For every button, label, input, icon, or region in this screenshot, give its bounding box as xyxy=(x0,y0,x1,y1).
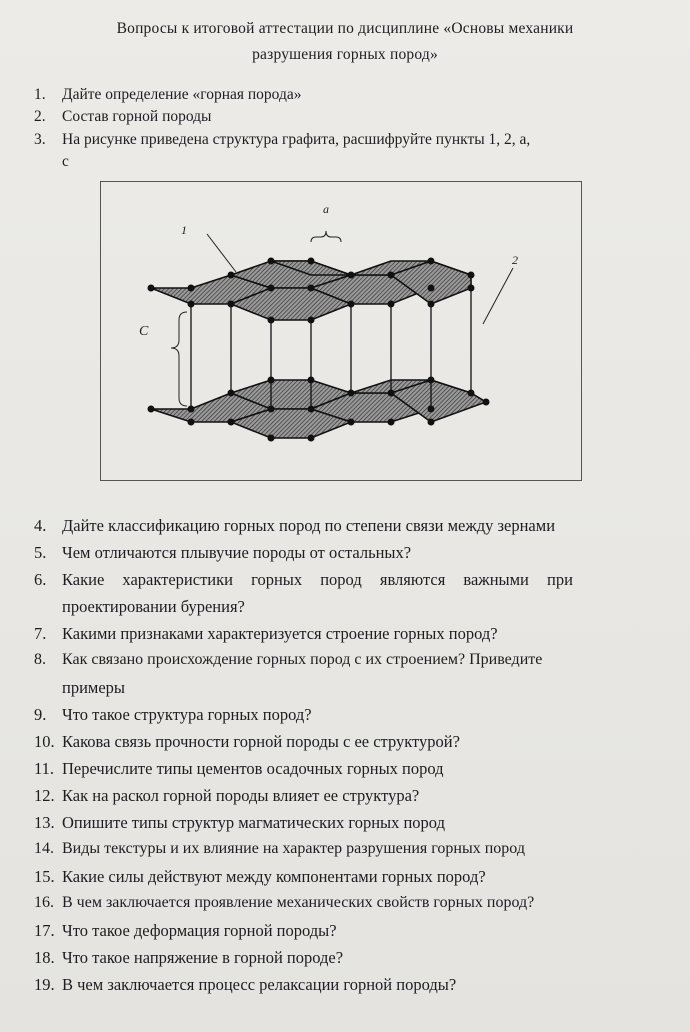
question-text: Какими признаками характеризуется строение горных пород? xyxy=(62,624,498,643)
question-13 xyxy=(34,813,445,833)
question-text: Что такое деформация горной породы? xyxy=(62,921,337,940)
question-5 xyxy=(34,543,411,563)
question-number: 2. xyxy=(34,108,46,125)
question-number: 1. xyxy=(34,86,46,103)
question-19 xyxy=(34,975,456,995)
label-a: a xyxy=(323,202,329,216)
question-8 xyxy=(34,651,542,669)
question-text: с xyxy=(62,153,69,170)
question-text: Какова связь прочности горной породы с ее структурой? xyxy=(62,732,460,751)
question-text: Как связано происхождение горных пород с их строением? Приведите xyxy=(62,651,543,668)
question-text: На рисунке приведена структура графита, расшифруйте пункты 1, 2, а, xyxy=(62,131,531,148)
question-number: 8. xyxy=(34,651,46,668)
bottom-layer xyxy=(151,380,486,438)
question-number: 11. xyxy=(34,759,55,778)
question-7 xyxy=(34,624,498,644)
question-number: 7. xyxy=(34,624,47,643)
question-16 xyxy=(34,894,534,912)
question-text: Какие силы действуют между компонентами горных пород? xyxy=(62,867,486,886)
question-text: Что такое напряжение в горной породе? xyxy=(62,948,344,967)
document-title xyxy=(40,16,650,68)
question-number: 4. xyxy=(34,516,47,535)
question-number: 9. xyxy=(34,705,47,724)
brace-c xyxy=(171,312,187,406)
question-text: Как на раскол горной породы влияет ее структура? xyxy=(62,786,420,805)
label-2: 2 xyxy=(512,253,518,267)
question-12 xyxy=(34,786,419,806)
pointer-line-2 xyxy=(483,268,513,324)
question-10 xyxy=(34,732,460,752)
question-6 xyxy=(34,570,573,590)
question-text: проектировании бурения? xyxy=(62,597,245,616)
question-3-continuation xyxy=(34,153,69,171)
question-14 xyxy=(34,840,525,858)
title-line-1: Вопросы к итоговой аттестации по дисциплине «Основы механики xyxy=(116,20,574,37)
question-text: Дайте классификацию горных пород по степени связи между зернами xyxy=(62,516,556,535)
question-number: 10. xyxy=(34,732,55,751)
question-number: 17. xyxy=(34,921,55,940)
question-number: 6. xyxy=(34,570,47,589)
annotations xyxy=(171,231,513,406)
question-text: Какие характеристики горных пород являются важными при xyxy=(62,570,573,589)
question-text: Перечислите типы цементов осадочных горных пород xyxy=(62,759,444,778)
graphite-structure-figure xyxy=(100,181,582,481)
question-11 xyxy=(34,759,444,779)
question-number: 12. xyxy=(34,786,55,805)
question-number: 13. xyxy=(34,813,55,832)
graphite-diagram xyxy=(101,182,581,480)
question-text: В чем заключается процесс релаксации горной породы? xyxy=(62,975,457,994)
question-text: Виды текстуры и их влияние на характер разрушения горных пород xyxy=(62,840,525,857)
question-number: 3. xyxy=(34,131,46,148)
question-8-continuation xyxy=(34,678,125,698)
question-4 xyxy=(34,516,555,536)
question-text: Чем отличаются плывучие породы от остальных? xyxy=(62,543,412,562)
question-number: 14. xyxy=(34,840,54,857)
question-text: примеры xyxy=(62,678,126,697)
question-3 xyxy=(34,131,530,149)
question-text: Состав горной породы xyxy=(62,108,212,125)
question-text: Дайте определение «горная порода» xyxy=(62,86,302,103)
question-number: 15. xyxy=(34,867,55,886)
question-text: Что такое структура горных пород? xyxy=(62,705,312,724)
question-number: 19. xyxy=(34,975,55,994)
question-text: Опишите типы структур магматических горных пород xyxy=(62,813,445,832)
question-1 xyxy=(34,86,302,104)
question-15 xyxy=(34,867,486,887)
label-1: 1 xyxy=(181,223,187,237)
question-text: В чем заключается проявление механических свойств горных пород? xyxy=(62,894,535,911)
question-6-continuation xyxy=(34,597,245,617)
question-number: 18. xyxy=(34,948,55,967)
label-c: C xyxy=(139,324,149,339)
question-9 xyxy=(34,705,312,725)
question-2 xyxy=(34,108,211,126)
question-17 xyxy=(34,921,337,941)
pointer-line-1 xyxy=(207,234,236,272)
question-number: 16. xyxy=(34,894,54,911)
question-number: 5. xyxy=(34,543,47,562)
question-18 xyxy=(34,948,343,968)
title-line-2: разрушения горных пород» xyxy=(252,46,438,63)
brace-a xyxy=(311,231,341,242)
